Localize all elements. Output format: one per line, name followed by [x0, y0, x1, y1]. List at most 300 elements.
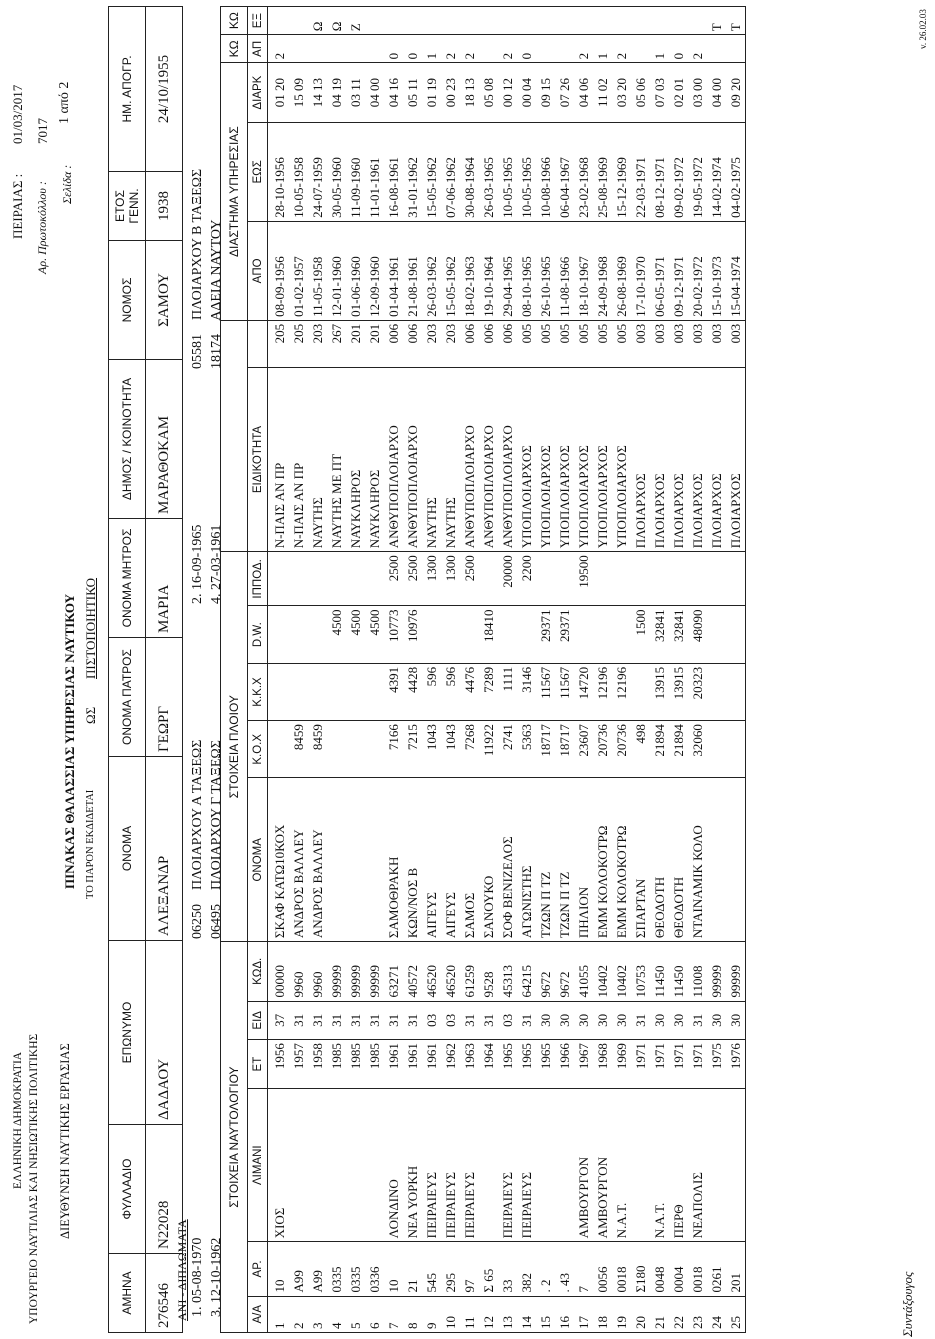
table-cell: 0004	[669, 1242, 688, 1296]
table-cell: 006	[384, 320, 403, 367]
table-cell: 06-04-1967	[555, 122, 574, 221]
diploma-4-code: 18174	[209, 334, 224, 369]
table-cell: ΕΜΜ ΚΟΛΟΚΟΤΡΩ	[593, 778, 612, 942]
diploma-4-num: 4.	[209, 593, 224, 604]
table-cell: 24-07-1959	[308, 122, 327, 221]
table-cell: 1968	[593, 1040, 612, 1089]
table-cell: 11-05-1958	[308, 221, 327, 320]
table-cell: 1964	[479, 1040, 498, 1089]
table-cell: 31	[327, 1001, 346, 1040]
table-cell: 1500	[631, 606, 650, 663]
col-header-7: Κ.Ο.Χ	[248, 721, 268, 778]
table-cell	[346, 552, 365, 606]
table-row	[498, 7, 517, 1333]
table-cell: ΠΕΡΘ	[669, 1089, 688, 1242]
table-cell	[422, 7, 441, 35]
table-cell: 201	[365, 320, 384, 367]
label-census-date: ΗΜ. ΑΠΟΓΡ.	[109, 7, 146, 172]
table-cell: 30	[555, 1001, 574, 1040]
table-cell: Ω	[308, 7, 327, 35]
place-date: 01/03/2017	[10, 84, 25, 144]
table-cell	[441, 606, 460, 663]
table-cell: 10402	[593, 942, 612, 1001]
table-cell: 31	[365, 1001, 384, 1040]
table-cell: 12	[479, 1296, 498, 1332]
table-cell: Α99	[289, 1242, 308, 1296]
table-cell: ΝΑΥΤΗΣ	[422, 367, 441, 552]
table-cell: ΠΛΟΙΑΡΧΟΣ	[631, 367, 650, 552]
table-cell	[498, 7, 517, 35]
table-cell: ΥΠΟΠΛΟΙΑΡΧΟΣ	[612, 367, 631, 552]
table-cell: 13915	[650, 663, 669, 720]
table-cell: ΘΕΟΔΟΤΗ	[650, 778, 669, 942]
table-cell: 10	[384, 1242, 403, 1296]
diploma-1	[190, 1238, 206, 1317]
table-cell: ΝΑΥΚΛΗΡΟΣ	[365, 367, 384, 552]
table-cell: 03	[498, 1001, 517, 1040]
table-cell: 26-08-1969	[612, 221, 631, 320]
table-cell: Ζ	[346, 7, 365, 35]
table-cell: 17	[574, 1296, 593, 1332]
table-cell	[669, 552, 688, 606]
table-cell: 18410	[479, 606, 498, 663]
table-cell: 1969	[612, 1040, 631, 1089]
table-cell: 26-03-1962	[422, 221, 441, 320]
table-cell	[479, 7, 498, 35]
table-cell: Ω	[327, 7, 346, 35]
table-cell: 22	[669, 1296, 688, 1332]
table-cell: 30	[726, 1001, 746, 1040]
table-cell: 23607	[574, 721, 593, 778]
value-municipality: ΜΑΡΑΘΟΚΑΜ	[146, 360, 183, 519]
table-cell	[593, 7, 612, 35]
table-cell: 37	[268, 1001, 290, 1040]
table-cell: 14 13	[308, 63, 327, 122]
table-cell: 2	[612, 35, 631, 63]
table-cell: Ν.Α.Τ.	[612, 1089, 631, 1242]
diploma-3-num: 3.	[209, 1306, 224, 1317]
table-cell: 4428	[403, 663, 422, 720]
table-cell: 31	[403, 1001, 422, 1040]
table-cell: 18 13	[460, 63, 479, 122]
table-cell	[555, 7, 574, 35]
table-cell: ΝΑΥΚΛΗΡΟΣ	[346, 367, 365, 552]
table-cell: 9960	[289, 942, 308, 1001]
table-cell	[631, 7, 650, 35]
table-cell: 10	[268, 1242, 290, 1296]
table-cell: ΥΠΟΠΛΟΙΑΡΧΟΣ	[555, 367, 574, 552]
table-cell: 1963	[460, 1040, 479, 1089]
value-father: ΓΕΩΡΓ	[146, 638, 183, 757]
label-surname: ΕΠΩΝΥΜΟ	[109, 941, 146, 1125]
table-cell: 203	[308, 320, 327, 367]
table-cell: 005	[612, 320, 631, 367]
value-booklet: Ν22028	[146, 1125, 183, 1254]
table-cell: 12-01-1960	[327, 221, 346, 320]
table-cell: 46520	[422, 942, 441, 1001]
table-cell: 01-04-1961	[384, 221, 403, 320]
table-cell: ΝΑΥΤΗΣ	[308, 367, 327, 552]
table-cell: 14720	[574, 663, 593, 720]
issued-type: ΠΙΣΤΟΠΟΙΗΤΙΚΟ	[83, 577, 98, 679]
table-cell: 498	[631, 721, 650, 778]
table-cell: Σ 65	[479, 1242, 498, 1296]
table-cell: 19	[612, 1296, 631, 1332]
table-cell: 11567	[536, 663, 555, 720]
col-header-10: ΙΠΠΟΔ.	[248, 552, 268, 606]
table-cell: 25	[726, 1296, 746, 1332]
table-cell: 003	[707, 320, 726, 367]
table-cell: 4391	[384, 663, 403, 720]
table-cell	[555, 1089, 574, 1242]
table-cell: 30	[650, 1001, 669, 1040]
ministry-name: ΥΠΟΥΡΓΕΙΟ ΝΑΥΤΙΛΙΑΣ ΚΑΙ ΝΗΣΙΩΤΙΚΗΣ ΠΟΛΙΤΙΚΗΣ	[28, 1033, 40, 1324]
table-cell: 30-05-1960	[327, 122, 346, 221]
table-cell	[289, 35, 308, 63]
table-cell	[612, 606, 631, 663]
table-cell: 1961	[384, 1040, 403, 1089]
diploma-2	[190, 525, 206, 604]
table-cell: 15	[536, 1296, 555, 1332]
table-cell	[517, 7, 536, 35]
page-title: ΠΙΝΑΚΑΣ ΘΑΛΑΣΣΙΑΣ ΥΠΗΡΕΣΙΑΣ ΝΑΥΤΙΚΟΥ	[62, 593, 77, 889]
table-cell: 31	[517, 1001, 536, 1040]
table-cell: 0018	[688, 1242, 707, 1296]
table-cell: 29371	[555, 606, 574, 663]
table-cell: 1971	[688, 1040, 707, 1089]
table-cell: 205	[289, 320, 308, 367]
col-header-8: Κ.Κ.Χ	[248, 663, 268, 720]
version-label: v. 26.02.03	[918, 9, 928, 49]
value-name: ΑΛΕΞΑΝΔΡ	[146, 757, 183, 941]
page-number: 1 από 2	[57, 81, 72, 124]
table-row	[422, 7, 441, 1333]
table-cell: 2500	[384, 552, 403, 606]
diploma-1-code: 06250	[190, 904, 205, 939]
column-headers	[248, 7, 268, 1333]
table-cell: 11-08-1966	[555, 221, 574, 320]
table-cell: ΠΗΛΙΟΝ	[574, 778, 593, 942]
table-cell: 00 12	[498, 63, 517, 122]
table-cell: 23-02-1968	[574, 122, 593, 221]
table-cell: 201	[346, 320, 365, 367]
table-cell	[365, 552, 384, 606]
table-cell	[707, 721, 726, 778]
table-cell: 20736	[612, 721, 631, 778]
table-cell: ΝΑΥΤΗΣ	[441, 367, 460, 552]
table-cell: 2741	[498, 721, 517, 778]
table-cell: ΤΖΩΝ Π ΤΖ	[536, 778, 555, 942]
table-cell: 0	[384, 35, 403, 63]
diploma-3-date: 12-10-1962	[209, 1237, 224, 1303]
table-cell: 30	[593, 1001, 612, 1040]
table-cell: 46520	[441, 942, 460, 1001]
table-cell: 19500	[574, 552, 593, 606]
col-header-13: ΑΠΟ	[248, 221, 268, 320]
table-cell: 99999	[707, 942, 726, 1001]
table-cell: 99999	[365, 942, 384, 1001]
table-cell	[384, 7, 403, 35]
table-row	[593, 7, 612, 1333]
table-cell	[726, 1089, 746, 1242]
table-row	[308, 7, 327, 1333]
table-cell: 04 16	[384, 63, 403, 122]
table-cell: 5	[346, 1296, 365, 1332]
table-cell	[574, 7, 593, 35]
table-cell	[268, 721, 290, 778]
value-census-date: 24/10/1955	[146, 7, 183, 172]
table-cell: 01-02-1957	[289, 221, 308, 320]
table-cell: 03 20	[612, 63, 631, 122]
table-cell: Α99	[308, 1242, 327, 1296]
table-cell: 45313	[498, 942, 517, 1001]
table-cell: 33	[498, 1242, 517, 1296]
table-cell: 04-02-1975	[726, 122, 746, 221]
table-cell: 2500	[460, 552, 479, 606]
table-cell: 006	[460, 320, 479, 367]
table-cell: 1965	[536, 1040, 555, 1089]
table-cell: 07 03	[650, 63, 669, 122]
diploma-4-date: 27-03-1961	[209, 524, 224, 590]
value-surname: ΔΑΔΑΟΥ	[146, 941, 183, 1125]
table-cell	[593, 606, 612, 663]
table-cell: 205	[268, 320, 290, 367]
table-cell: 21894	[650, 721, 669, 778]
table-cell	[631, 1089, 650, 1242]
table-cell: 09 20	[726, 63, 746, 122]
table-cell: 0335	[327, 1242, 346, 1296]
table-cell: 31	[631, 1001, 650, 1040]
table-cell: ΥΠΟΠΛΟΙΑΡΧΟΣ	[593, 367, 612, 552]
group-ship: ΣΤΟΙΧΕΙΑ ΠΛΟΙΟΥ	[221, 552, 248, 942]
table-cell: ΑΝΘΥΠΟΠΛΟΙΑΡΧΟ	[460, 367, 479, 552]
table-cell: 1958	[308, 1040, 327, 1089]
table-cell	[612, 7, 631, 35]
col-header-3: ΕΤ	[248, 1040, 268, 1089]
diploma-2-code: 05581	[190, 334, 205, 369]
table-cell: ΠΛΟΙΑΡΧΟΣ	[688, 367, 707, 552]
table-cell: 1965	[517, 1040, 536, 1089]
table-cell: 26-03-1965	[479, 122, 498, 221]
table-row	[441, 7, 460, 1333]
table-cell: 26-10-1965	[536, 221, 555, 320]
label-amina: ΑΜΗΝΑ	[109, 1254, 146, 1333]
table-cell: 14-02-1974	[707, 122, 726, 221]
table-cell	[726, 721, 746, 778]
table-cell: 31	[479, 1001, 498, 1040]
table-cell: 04 19	[327, 63, 346, 122]
table-cell: ΑΝΘΥΠΟΠΛΟΙΑΡΧΟ	[403, 367, 422, 552]
table-cell: 005	[574, 320, 593, 367]
table-cell: 0	[403, 35, 422, 63]
table-cell: 09 15	[536, 63, 555, 122]
table-cell: 18-10-1967	[574, 221, 593, 320]
label-booklet: ΦΥΛΛΑΔΙΟ	[109, 1125, 146, 1254]
table-cell: 30-08-1964	[460, 122, 479, 221]
table-cell: 7	[574, 1242, 593, 1296]
table-cell: 1971	[650, 1040, 669, 1089]
table-cell: 10773	[384, 606, 403, 663]
table-cell: 2	[688, 35, 707, 63]
table-cell	[346, 778, 365, 942]
table-cell: 11450	[650, 942, 669, 1001]
table-row	[555, 7, 574, 1333]
table-cell: 4	[327, 1296, 346, 1332]
table-cell: 203	[422, 320, 441, 367]
table-cell: 20000	[498, 552, 517, 606]
table-cell: 31	[384, 1001, 403, 1040]
table-cell	[346, 1089, 365, 1242]
diploma-1-num: 1.	[190, 1306, 205, 1317]
table-cell: 15-12-1969	[612, 122, 631, 221]
table-cell: 15-05-1962	[422, 122, 441, 221]
table-cell	[268, 606, 290, 663]
label-prefecture: ΝΟΜΟΣ	[109, 241, 146, 360]
country-name: ΕΛΛΗΝΙΚΗ ΔΗΜΟΚΡΑΤΙΑ	[12, 1051, 24, 1189]
table-cell	[441, 7, 460, 35]
table-cell	[726, 778, 746, 942]
issued-label: ΤΟ ΠΑΡΟΝ ΕΚΔΙΔΕΤΑΙ	[85, 789, 96, 899]
table-cell	[327, 552, 346, 606]
table-cell: 31	[308, 1001, 327, 1040]
table-cell: 7166	[384, 721, 403, 778]
table-cell: ΑΝΔΡΟΣ ΒΑΛΛΕΥ	[289, 778, 308, 942]
table-cell	[327, 35, 346, 63]
table-cell: 9	[422, 1296, 441, 1332]
table-cell: 61259	[460, 942, 479, 1001]
table-cell	[289, 7, 308, 35]
table-cell	[536, 7, 555, 35]
table-cell: 31	[460, 1001, 479, 1040]
table-cell	[631, 35, 650, 63]
col-header-12	[248, 320, 268, 367]
table-cell: 21	[403, 1242, 422, 1296]
table-cell	[479, 1089, 498, 1242]
table-cell: 16	[555, 1296, 574, 1332]
table-cell: 00 23	[441, 63, 460, 122]
table-cell: 20	[631, 1296, 650, 1332]
protocol-number: 7017	[35, 118, 50, 144]
table-cell: 1962	[441, 1040, 460, 1089]
table-cell: 21	[650, 1296, 669, 1332]
table-cell: 31	[289, 1001, 308, 1040]
table-cell: 8459	[289, 721, 308, 778]
table-cell: 1300	[441, 552, 460, 606]
table-cell: 11	[460, 1296, 479, 1332]
table-cell	[308, 552, 327, 606]
col-header-15: ΔΙΑΡΚ	[248, 63, 268, 122]
table-cell: 2200	[517, 552, 536, 606]
protocol-label: Αρ. Πρωτοκόλλου :	[35, 181, 49, 274]
table-row	[631, 7, 650, 1333]
table-cell: 21-08-1961	[403, 221, 422, 320]
table-cell: ΝΤΑΙΝΑΜΙΚ ΚΟΛΟ	[688, 778, 707, 942]
table-cell: 1985	[346, 1040, 365, 1089]
table-cell: ΣΟΦ ΒΕΝΙΖΕΛΟΣ	[498, 778, 517, 942]
table-cell: 2	[268, 35, 290, 63]
table-cell: ΝΑΥΤΗΣ ΜΕ ΠΤ	[327, 367, 346, 552]
table-cell	[688, 552, 707, 606]
table-cell: 1	[422, 35, 441, 63]
table-cell: 2500	[403, 552, 422, 606]
table-cell	[726, 552, 746, 606]
person-table	[108, 6, 183, 1333]
table-cell: 003	[726, 320, 746, 367]
table-cell: ΠΕΙΡΑΙΕΥΣ	[441, 1089, 460, 1242]
table-cell: 7289	[479, 663, 498, 720]
issued-as: ΩΣ	[83, 706, 98, 724]
table-cell: ΠΛΟΙΑΡΧΟΣ	[650, 367, 669, 552]
diploma-2-info	[190, 169, 206, 369]
table-cell	[365, 721, 384, 778]
table-cell: ΝΕΑΠΟΛΙΣ	[688, 1089, 707, 1242]
col-header-14: ΕΩΣ	[248, 122, 268, 221]
table-row	[707, 7, 726, 1333]
value-amina: 276546	[146, 1254, 183, 1333]
directorate-name: ΔΙΕΥΘΥΝΣΗ ΝΑΥΤΙΚΗΣ ΕΡΓΑΣΙΑΣ	[58, 1043, 72, 1239]
table-cell: 10753	[631, 942, 650, 1001]
group-registry: ΣΤΟΙΧΕΙΑ ΝΑΥΤΟΛΟΓΙΟΥ	[221, 942, 248, 1333]
table-cell	[365, 7, 384, 35]
table-cell: 9528	[479, 942, 498, 1001]
table-cell	[707, 778, 726, 942]
table-cell: 0335	[346, 1242, 365, 1296]
table-cell: 13	[498, 1296, 517, 1332]
table-cell: 1967	[574, 1040, 593, 1089]
table-cell	[308, 35, 327, 63]
table-cell	[268, 552, 290, 606]
table-cell	[650, 7, 669, 35]
table-cell: ΑΙΓΕΥΣ	[422, 778, 441, 942]
table-cell: 005	[536, 320, 555, 367]
table-cell: 29-04-1965	[498, 221, 517, 320]
table-cell: 003	[631, 320, 650, 367]
table-cell	[536, 1089, 555, 1242]
table-cell: 2	[498, 35, 517, 63]
table-cell	[365, 35, 384, 63]
table-cell	[498, 606, 517, 663]
table-cell: ΑΝΘΥΠΟΠΛΟΙΑΡΧΟ	[479, 367, 498, 552]
table-cell: 2	[441, 35, 460, 63]
table-cell: 24	[707, 1296, 726, 1332]
table-cell: 18717	[555, 721, 574, 778]
table-cell: 11 02	[593, 63, 612, 122]
value-birth-year: 1938	[146, 172, 183, 241]
col-header-17: ΕΞ	[248, 7, 268, 35]
table-cell: 1957	[289, 1040, 308, 1089]
table-cell: . 43	[555, 1242, 574, 1296]
table-cell: 03 00	[688, 63, 707, 122]
table-cell: ΑΝΘΥΠΟΠΛΟΙΑΡΧΟ	[498, 367, 517, 552]
table-cell	[289, 552, 308, 606]
diploma-1-date: 05-08-1970	[190, 1237, 205, 1303]
table-cell	[707, 552, 726, 606]
table-cell: 20-02-1972	[688, 221, 707, 320]
table-cell: 382	[517, 1242, 536, 1296]
table-row	[327, 7, 346, 1333]
table-cell	[479, 35, 498, 63]
table-cell	[555, 35, 574, 63]
table-cell	[327, 663, 346, 720]
table-cell	[536, 552, 555, 606]
table-cell: 1965	[498, 1040, 517, 1089]
table-cell	[707, 606, 726, 663]
table-cell: 11567	[555, 663, 574, 720]
table-cell	[479, 552, 498, 606]
diploma-3-title: ΠΛΟΙΑΡΧΟΥ Γ ΤΑΞΕΩΣ	[209, 740, 224, 890]
table-cell: 21894	[669, 721, 688, 778]
table-cell	[308, 606, 327, 663]
